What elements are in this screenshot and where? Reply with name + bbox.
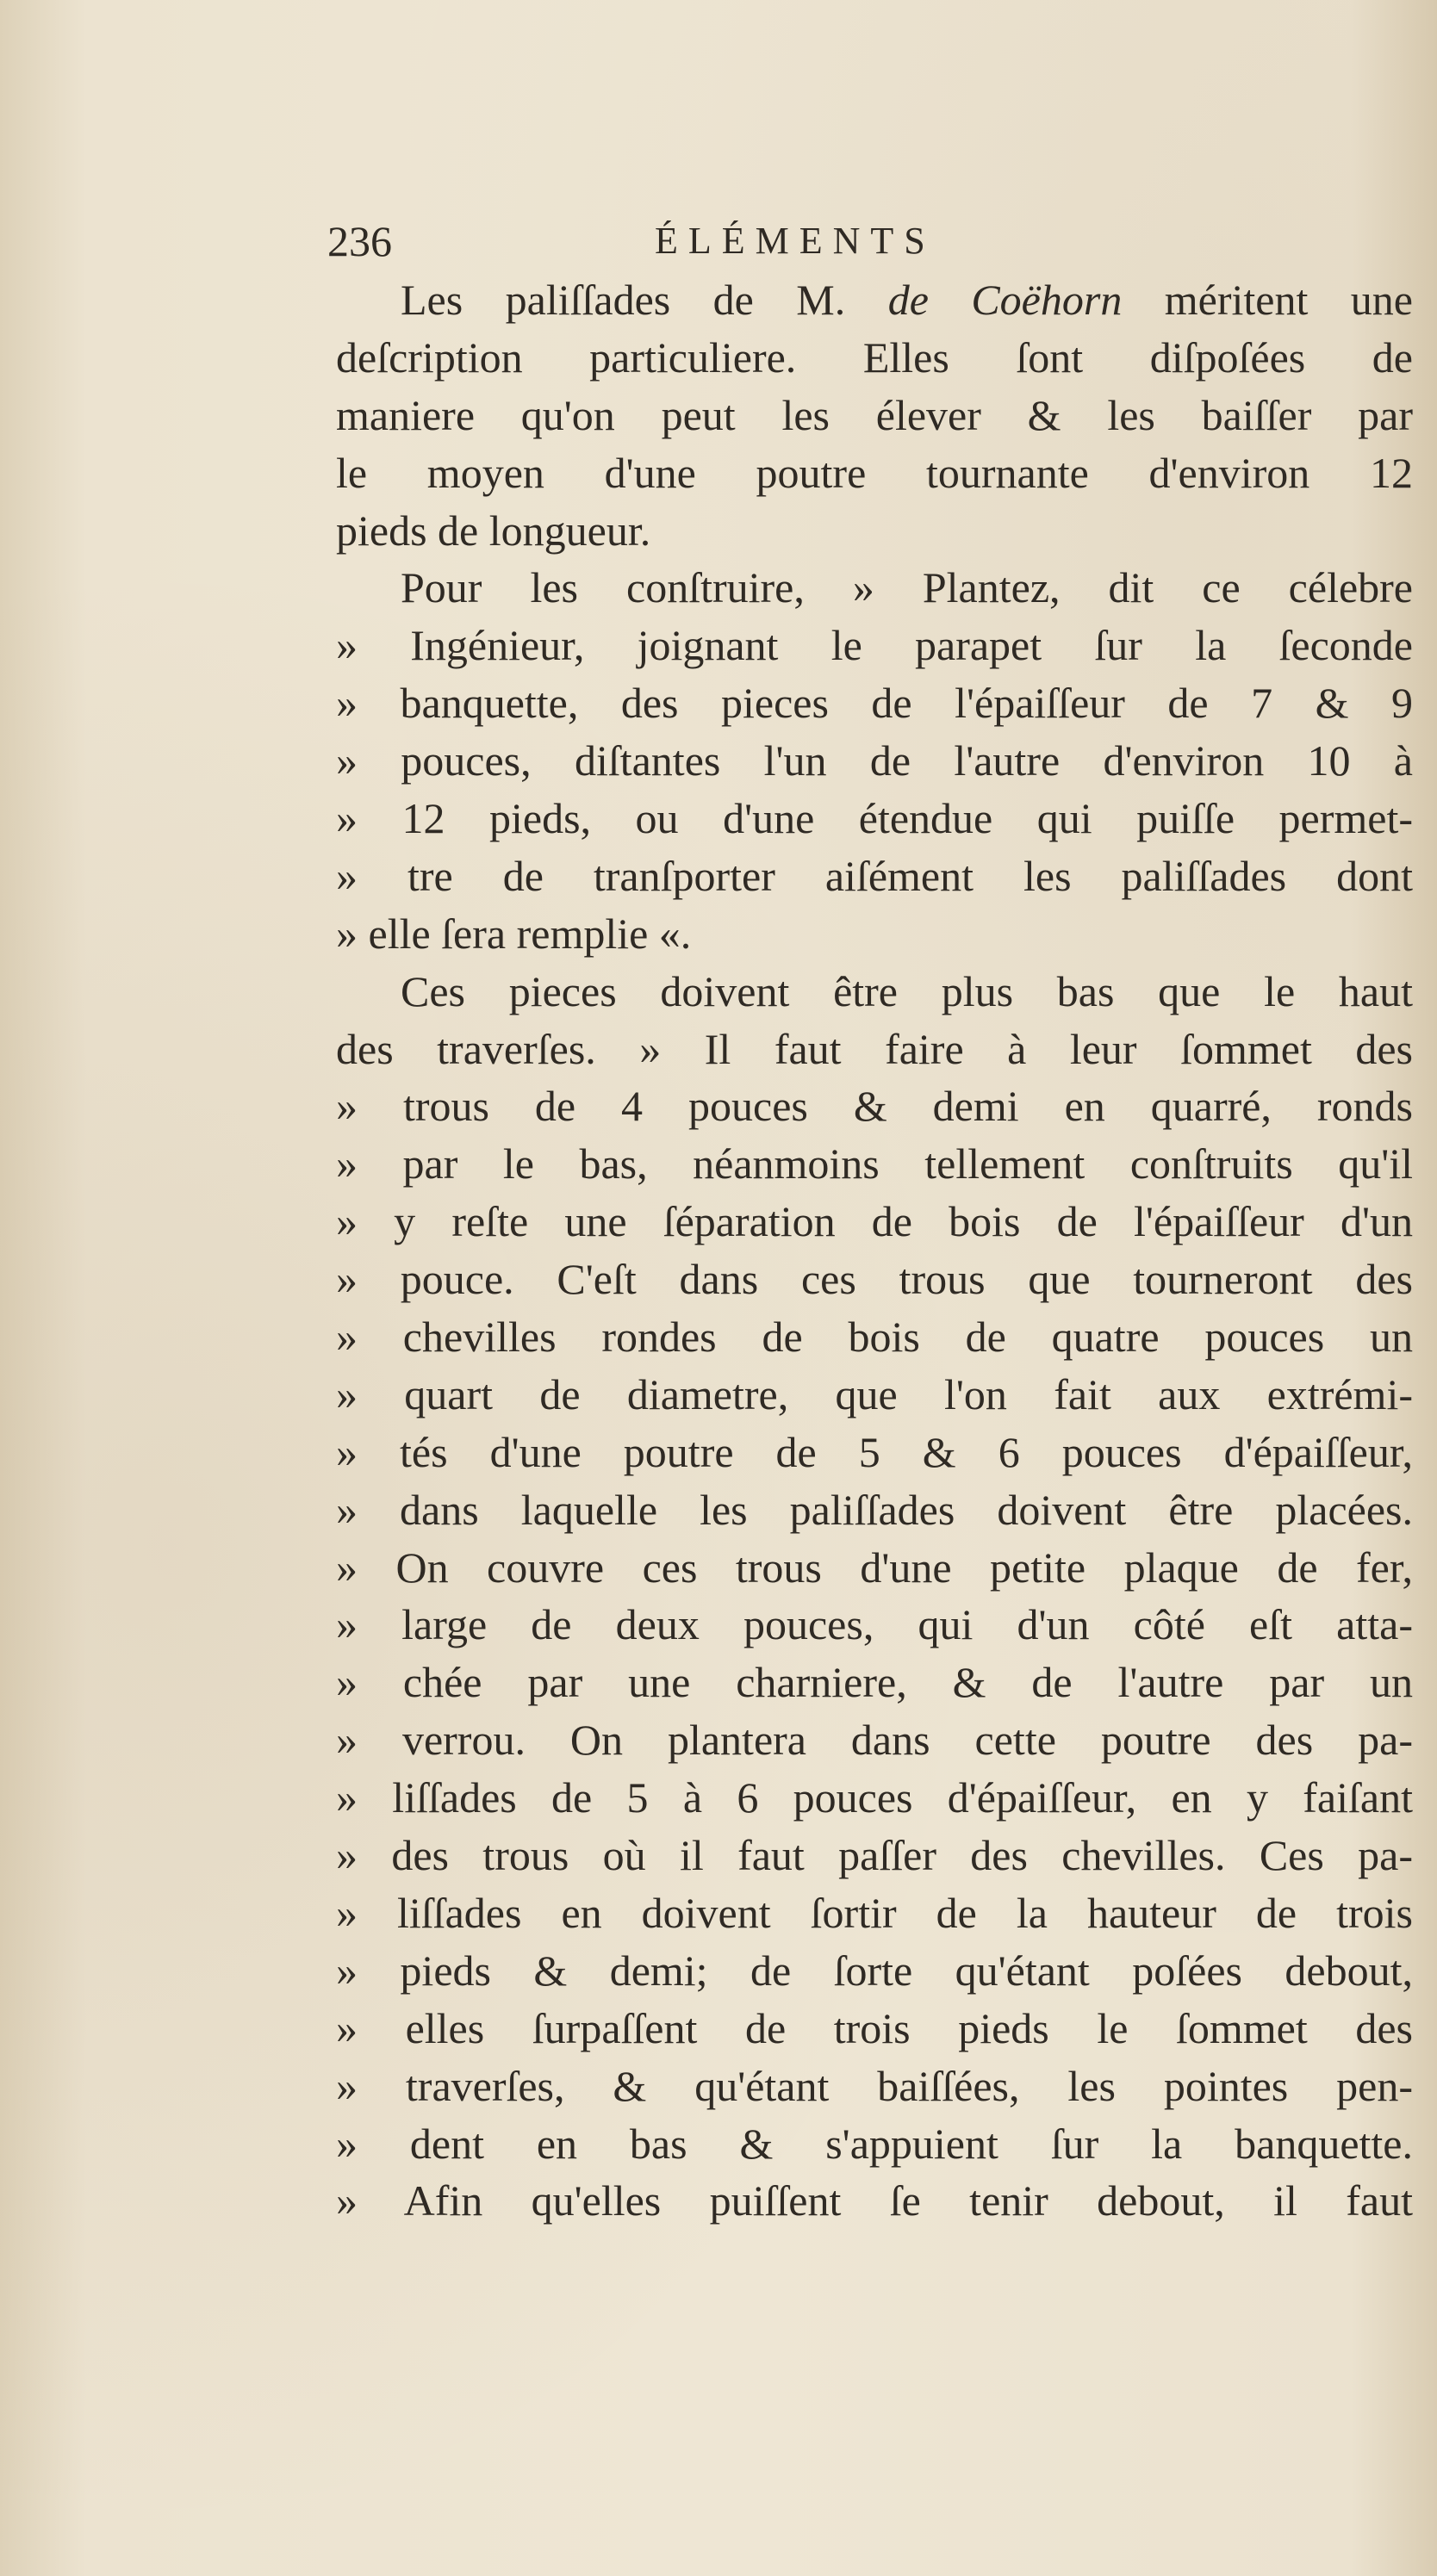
text-line: Pour les conſtruire, » Plantez, dit ce célebre xyxy=(401,563,1413,612)
text-line: » elles ſurpaſſent de trois pieds le ſommet des xyxy=(336,2003,1413,2052)
text-line: » elle ſera remplie «. xyxy=(336,909,692,958)
text-line: deſcription particuliere. Elles ſont diſpoſées de xyxy=(336,332,1413,382)
text-line: » chevilles rondes de bois de quatre pouces un xyxy=(336,1313,1413,1362)
text-line: » tés d'une poutre de 5 & 6 pouces d'épaiſſeur, xyxy=(336,1427,1413,1476)
text-line: » quart de diametre, que l'on fait aux extrémi- xyxy=(336,1369,1413,1418)
text-line: » banquette, des pieces de l'épaiſſeur de 7 & 9 xyxy=(336,679,1413,728)
text-line: » pieds & demi; de ſorte qu'étant poſées debout, xyxy=(336,1946,1413,1995)
text-line: » y reſte une ſéparation de bois de l'épaiſſeur d'un xyxy=(336,1197,1413,1246)
text-line: Ces pieces doivent être plus bas que le haut xyxy=(401,966,1413,1015)
text-line: le moyen d'une poutre tournante d'environ 12 xyxy=(336,448,1413,497)
text-line: » chée par une charniere, & de l'autre par un xyxy=(336,1658,1413,1707)
body-text xyxy=(336,271,1413,2230)
text-line: » liſſades en doivent ſortir de la hauteur de trois xyxy=(336,1888,1413,1937)
text-line: » On couvre ces trous d'une petite plaque de fer, xyxy=(336,1542,1413,1592)
text-line: » trous de 4 pouces & demi en quarré, ronds xyxy=(336,1082,1413,1131)
page-number: 236 xyxy=(327,217,392,265)
text-line: » par le bas, néanmoins tellement conſtruits qu'il xyxy=(336,1139,1413,1189)
text-line: » dans laquelle les paliſſades doivent être placées. xyxy=(336,1485,1413,1534)
text-line: » dent en bas & s'appuient ſur la banquette. xyxy=(336,2119,1413,2168)
text-line: pieds de longueur. xyxy=(336,506,651,555)
text-line: » traverſes, & qu'étant baiſſées, les pointes pen- xyxy=(336,2061,1413,2110)
text-line: » pouce. C'eſt dans ces trous que tourneront des xyxy=(336,1255,1413,1304)
text-line: » pouces, diſtantes l'un de l'autre d'environ 10 à xyxy=(336,736,1413,785)
text-line: » 12 pieds, ou d'une étendue qui puiſſe permet- xyxy=(336,794,1413,843)
text-line: des traverſes. » Il faut faire à leur ſommet des xyxy=(336,1024,1413,1073)
text-line: maniere qu'on peut les élever & les baiſſer par xyxy=(336,390,1413,439)
text-line: » liſſades de 5 à 6 pouces d'épaiſſeur, en y faiſant xyxy=(336,1773,1413,1822)
text-line: » large de deux pouces, qui d'un côté eſt atta- xyxy=(336,1600,1413,1649)
text-line: » Ingénieur, joignant le parapet ſur la ſeconde xyxy=(336,621,1413,670)
text-line: » Afin qu'elles puiſſent ſe tenir debout, il faut xyxy=(336,2176,1413,2225)
running-title: ÉLÉMENTS xyxy=(655,220,936,262)
text-line: Les paliſſades de M. de Coëhorn méritent une xyxy=(401,276,1413,324)
author-name: de Coëhorn xyxy=(887,276,1123,324)
text-line: » tre de tranſporter aiſément les paliſſades dont xyxy=(336,851,1413,900)
page-header xyxy=(327,211,1387,271)
text-line: » des trous où il faut paſſer des chevilles. Ces pa- xyxy=(336,1831,1413,1880)
text-line: » verrou. On plantera dans cette poutre des pa- xyxy=(336,1716,1413,1765)
